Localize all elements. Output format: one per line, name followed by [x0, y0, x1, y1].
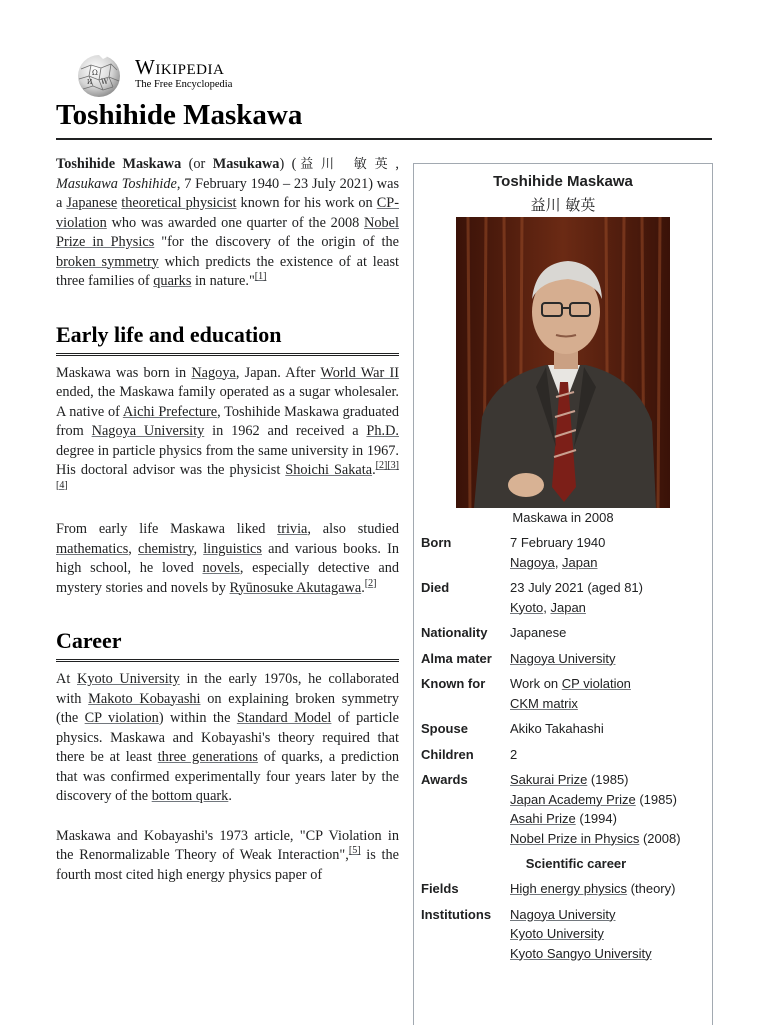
infobox-native-name: 益川 敏英 — [530, 196, 596, 214]
wordmark: Wikipedia — [135, 55, 225, 79]
row-value: Japanese — [510, 625, 567, 640]
link-japanese[interactable]: Japanese — [66, 195, 118, 211]
row-value — [510, 649, 707, 669]
row-label: Nationality — [421, 625, 488, 640]
link-world-war-ii[interactable]: World War II — [320, 364, 400, 381]
infobox-row-fields — [421, 879, 707, 899]
link-theoretical-physicist[interactable]: theoretical physicist — [121, 195, 237, 211]
institution-item — [510, 924, 707, 944]
award-item — [510, 790, 707, 810]
text: (2008) — [639, 830, 681, 846]
link-japan[interactable]: Japan — [562, 554, 598, 570]
text: Work on — [510, 676, 562, 691]
portrait-image — [456, 217, 670, 508]
link-nobel-prize[interactable]: Nobel Prize in Physics — [510, 830, 640, 846]
born-date: 7 February 1940 — [510, 535, 606, 550]
text: At — [56, 671, 77, 687]
reference-link[interactable]: [2] — [364, 577, 377, 589]
text: "for the discovery of the origin of the — [154, 234, 399, 250]
link-kyoto-university[interactable]: Kyoto University — [77, 671, 180, 687]
infobox-rows — [421, 533, 707, 969]
text: in the early 1970s, he collaborated with — [56, 671, 399, 707]
romaji-name: Masukawa Toshihide — [56, 175, 177, 192]
kanji-name: 益川 敏英 — [296, 157, 396, 172]
intro-paragraph — [56, 155, 399, 292]
link-ryunosuke-akutagawa[interactable]: Ryūnosuke Akutagawa — [229, 579, 362, 596]
text: (1994) — [575, 811, 617, 826]
text: who was awarded one quarter of the 2008 — [106, 214, 365, 231]
text: , also studied — [307, 521, 399, 537]
early-life-paragraph-2 — [56, 520, 399, 598]
section-heading-early-life: Early life and education — [56, 320, 399, 356]
text: . — [372, 462, 376, 478]
row-value — [510, 905, 707, 964]
infobox-row-known-for — [421, 674, 707, 713]
link-linguistics[interactable]: linguistics — [203, 540, 262, 557]
text: on explaining broken symmetry (the — [56, 690, 399, 726]
text: (or — [181, 156, 213, 172]
text: of particle physics. Maskawa and Kobayashi's theory required that there be at least — [56, 710, 399, 765]
text: ) ( — [279, 156, 297, 172]
row-label: Spouse — [421, 721, 468, 736]
institution-item — [510, 905, 707, 925]
row-value — [510, 879, 707, 899]
link-nobel-prize[interactable]: Nobel Prize in Physics — [56, 214, 399, 250]
portrait-photo[interactable] — [456, 217, 670, 508]
award-item — [510, 809, 707, 829]
link-japan-academy-prize[interactable]: Japan Academy Prize — [510, 791, 636, 807]
career-paragraph-2 — [56, 827, 399, 886]
link-asahi-prize[interactable]: Asahi Prize — [510, 811, 576, 826]
text: ended, the Maskawa family operated as a sugar wholesaler. A native of — [56, 384, 399, 420]
link-mathematics[interactable]: mathematics — [56, 540, 129, 557]
text: , — [193, 540, 204, 557]
infobox-row-died — [421, 578, 707, 617]
link-nagoya-university[interactable]: Nagoya University — [510, 650, 616, 666]
text: Maskawa and Kobayashi's 1973 article, "CP Violation in the Renormalizable Theory of Weak Interaction", — [56, 827, 399, 863]
text: . — [361, 579, 365, 596]
row-label: Awards — [421, 772, 468, 787]
tagline: The Free Encyclopedia — [135, 79, 233, 90]
text: (1985) — [587, 772, 629, 787]
link-novels[interactable]: novels — [202, 560, 240, 576]
link-aichi-prefecture[interactable]: Aichi Prefecture — [122, 403, 218, 420]
text: degree in particle physics from the same university in 1967. His doctoral advisor was the physicist — [56, 442, 399, 478]
link-cp-violation[interactable]: CP violation — [561, 676, 631, 691]
link-kyoto-university[interactable]: Kyoto University — [510, 926, 604, 941]
svg-text:W: W — [101, 78, 109, 86]
link-quarks[interactable]: quarks — [153, 273, 192, 289]
link-three-generations[interactable]: three generations — [157, 749, 258, 765]
page-title: Toshihide Maskawa — [56, 96, 712, 140]
reference-link[interactable]: [1] — [254, 271, 267, 282]
link-sakurai-prize[interactable]: Sakurai Prize — [510, 772, 588, 787]
award-item — [510, 770, 707, 790]
text: and various books. In high school, he loved — [56, 540, 399, 576]
text: , — [128, 540, 138, 557]
wikipedia-globe-icon — [75, 53, 123, 99]
died-date: 23 July 2021 (aged 81) — [510, 580, 643, 595]
link-chemistry[interactable]: chemistry — [138, 540, 194, 557]
link-japan[interactable]: Japan — [550, 599, 586, 615]
infobox-row-nationality — [421, 623, 707, 643]
section-heading-career: Career — [56, 626, 399, 662]
award-item — [510, 829, 707, 849]
alt-name: Masukawa — [212, 156, 280, 172]
early-life-paragraph-1 — [56, 364, 399, 501]
infobox-row-alma-mater — [421, 649, 707, 669]
row-value — [510, 770, 707, 848]
row-label: Alma mater — [421, 650, 492, 666]
row-label: Known for — [421, 676, 486, 691]
died-place — [510, 598, 707, 618]
text: Maskawa was born in — [56, 364, 192, 381]
link-ckm-matrix[interactable]: CKM matrix — [510, 695, 578, 711]
text: ) within the — [158, 710, 237, 726]
text: , especially detective and mystery stories and novels by — [56, 560, 399, 596]
text: (theory) — [627, 881, 676, 896]
subject-name: Toshihide Maskawa — [56, 156, 182, 172]
link-nagoya-university[interactable]: Nagoya University — [91, 423, 205, 439]
link-high-energy-physics[interactable]: High energy physics — [510, 881, 628, 896]
institution-item — [510, 944, 707, 964]
infobox-row-born — [421, 533, 707, 572]
row-value — [510, 533, 707, 572]
reference-link[interactable]: [2][3][4] — [56, 460, 399, 491]
row-value: Akiko Takahashi — [510, 721, 604, 736]
text: of quarks, a prediction that was confirmed experimentally four years later by the discovery of the — [56, 749, 399, 804]
link-nagoya-university[interactable]: Nagoya University — [510, 906, 616, 922]
text: . — [228, 788, 232, 804]
scientific-career-heading: Scientific career — [525, 856, 627, 871]
article-body — [56, 155, 399, 905]
text: in 1962 and received a — [204, 423, 367, 439]
svg-text:Ω: Ω — [92, 69, 98, 77]
text: known for his work on — [236, 195, 377, 211]
link-bottom-quark[interactable]: bottom quark — [151, 788, 229, 804]
text: , Toshihide Maskawa graduated from — [56, 403, 400, 439]
text: is the fourth most cited high energy physics paper of — [56, 847, 400, 883]
link-standard-model[interactable]: Standard Model — [236, 710, 332, 726]
row-value: 2 — [510, 746, 518, 762]
row-label: Institutions — [421, 906, 492, 922]
text: in nature." — [191, 273, 255, 289]
link-phd[interactable]: Ph.D. — [366, 423, 399, 439]
row-label: Children — [421, 746, 474, 762]
text: , — [395, 156, 399, 172]
infobox — [413, 163, 713, 1025]
text: From early life Maskawa liked — [56, 521, 278, 537]
row-value — [510, 674, 707, 713]
row-label: Born — [421, 535, 452, 550]
link-cp-violation-2[interactable]: CP violation — [84, 710, 159, 726]
text: which predicts the existence of at least three families of — [56, 253, 400, 289]
text: (1985) — [635, 791, 677, 807]
link-cp-violation[interactable]: CP-violation — [56, 195, 400, 231]
link-broken-symmetry[interactable]: broken symmetry — [56, 253, 159, 270]
link-makoto-kobayashi[interactable]: Makoto Kobayashi — [88, 690, 201, 707]
infobox-name: Toshihide Maskawa — [493, 173, 633, 190]
text: , — [543, 599, 551, 615]
infobox-row-institutions — [421, 905, 707, 964]
known-for-line — [510, 694, 707, 714]
infobox-row-awards — [421, 770, 707, 848]
link-kyoto-sangyo-university[interactable]: Kyoto Sangyo University — [510, 945, 652, 961]
row-label: Fields — [421, 881, 459, 896]
reference-link[interactable]: [5] — [348, 845, 361, 856]
infobox-row-spouse — [421, 719, 707, 739]
career-paragraph-1 — [56, 670, 399, 807]
link-shoichi-sakata[interactable]: Shoichi Sakata — [285, 462, 373, 478]
row-value — [510, 578, 707, 617]
link-kyoto[interactable]: Kyoto — [510, 599, 544, 615]
link-nagoya[interactable]: Nagoya — [510, 554, 555, 570]
text: , 7 February 1940 – 23 July 2021) was a — [56, 175, 400, 211]
svg-text:И: И — [87, 79, 93, 86]
known-for-line — [510, 674, 707, 694]
born-place — [510, 553, 707, 573]
text: , — [554, 554, 563, 570]
text: , Japan. After — [235, 364, 321, 381]
link-nagoya[interactable]: Nagoya — [191, 364, 236, 381]
infobox-row-children — [421, 745, 707, 765]
photo-caption: Maskawa in 2008 — [512, 510, 614, 525]
link-trivia[interactable]: trivia — [277, 521, 308, 537]
row-label: Died — [421, 580, 450, 595]
